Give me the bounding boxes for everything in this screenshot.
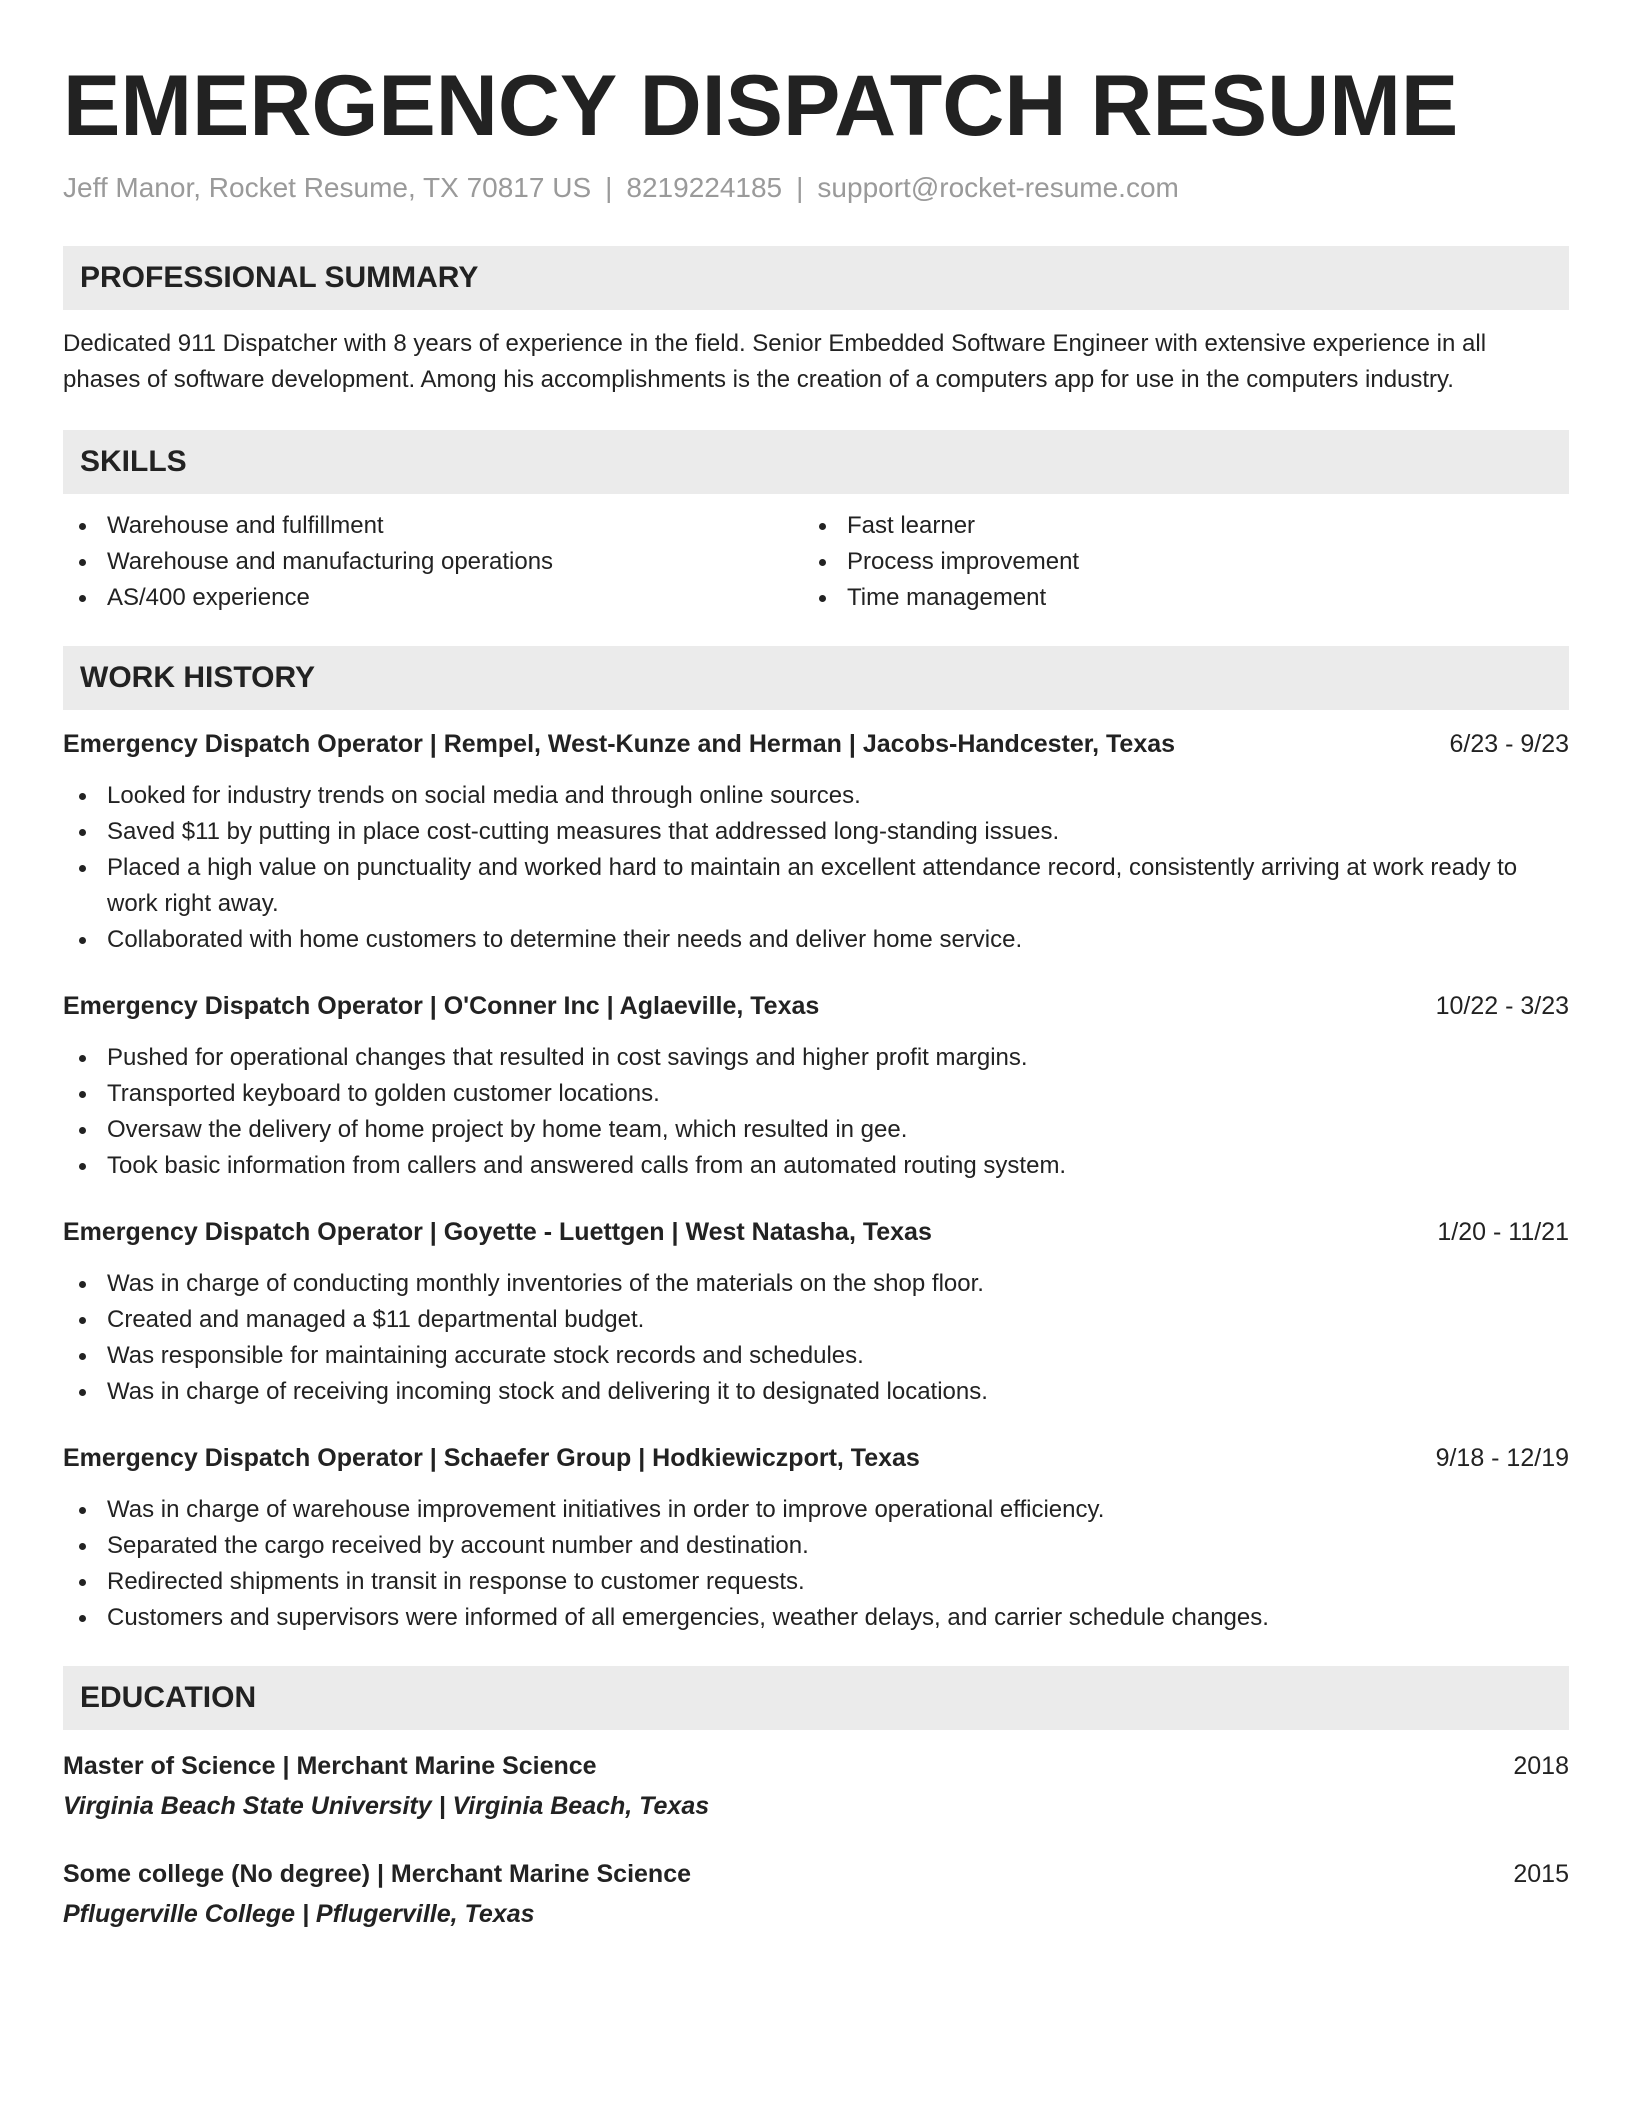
job-bullet: Customers and supervisors were informed of all emergencies, weather delays, and carrier schedule changes. — [63, 1600, 1569, 1636]
job-header — [63, 1440, 1569, 1476]
job-bullet: Placed a high value on punctuality and worked hard to maintain an excellent attendance record, consistently arriving at work ready to work right away. — [63, 850, 1569, 922]
job-bullets — [63, 778, 1569, 958]
job-bullet: Collaborated with home customers to determine their needs and deliver home service. — [63, 922, 1569, 958]
job-header — [63, 726, 1569, 762]
skills-column-right — [803, 508, 1543, 616]
job-bullet: Created and managed a $11 departmental budget. — [63, 1302, 1569, 1338]
contact-address: Jeff Manor, Rocket Resume, TX 70817 US — [63, 172, 592, 203]
skill-item: Process improvement — [803, 544, 1543, 580]
job-dates: 6/23 - 9/23 — [1449, 730, 1569, 758]
job-dates: 9/18 - 12/19 — [1435, 1444, 1569, 1472]
job-title: Emergency Dispatch Operator | O'Conner Inc | Aglaeville, Texas — [63, 992, 820, 1020]
skills-column-left — [63, 508, 803, 616]
job-title: Emergency Dispatch Operator | Schaefer Group | Hodkiewiczport, Texas — [63, 1444, 920, 1472]
job-bullets — [63, 1266, 1569, 1410]
job-bullet: Transported keyboard to golden customer locations. — [63, 1076, 1569, 1112]
skill-item: Time management — [803, 580, 1543, 616]
section-header-skills: SKILLS — [63, 430, 1569, 494]
job-title: Emergency Dispatch Operator | Rempel, West-Kunze and Herman | Jacobs-Handcester, Texas — [63, 730, 1176, 758]
section-header-summary: PROFESSIONAL SUMMARY — [63, 246, 1569, 310]
education-year: 2018 — [1513, 1752, 1569, 1780]
job-bullet: Looked for industry trends on social media and through online sources. — [63, 778, 1569, 814]
education-school: Pflugerville College | Pflugerville, Texas — [63, 1900, 535, 1928]
job-bullet: Was responsible for maintaining accurate stock records and schedules. — [63, 1338, 1569, 1374]
contact-separator: | — [796, 172, 804, 203]
skill-item: Warehouse and manufacturing operations — [63, 544, 803, 580]
skill-item: Warehouse and fulfillment — [63, 508, 803, 544]
job-bullet: Redirected shipments in transit in response to customer requests. — [63, 1564, 1569, 1600]
education-year: 2015 — [1513, 1860, 1569, 1888]
job-bullets — [63, 1040, 1569, 1184]
job-title: Emergency Dispatch Operator | Goyette - Luettgen | West Natasha, Texas — [63, 1218, 932, 1246]
job-bullet: Was in charge of receiving incoming stock and delivering it to designated locations. — [63, 1374, 1569, 1410]
section-header-education: EDUCATION — [63, 1666, 1569, 1730]
contact-email: support@rocket-resume.com — [817, 172, 1179, 203]
education-degree: Some college (No degree) | Merchant Marine Science — [63, 1860, 692, 1888]
education-header — [63, 1856, 1569, 1892]
job-dates: 10/22 - 3/23 — [1435, 992, 1569, 1020]
job-bullet: Was in charge of conducting monthly inventories of the materials on the shop floor. — [63, 1266, 1569, 1302]
education-entry — [63, 1856, 1569, 1932]
job-bullets — [63, 1492, 1569, 1636]
job-bullet: Took basic information from callers and answered calls from an automated routing system. — [63, 1148, 1569, 1184]
job-entry — [63, 988, 1569, 1184]
job-entry — [63, 726, 1569, 958]
contact-line — [63, 168, 1569, 208]
contact-phone: 8219224185 — [626, 172, 783, 203]
job-header — [63, 1214, 1569, 1250]
job-bullet: Separated the cargo received by account number and destination. — [63, 1528, 1569, 1564]
job-dates: 1/20 - 11/21 — [1437, 1218, 1569, 1246]
education-degree: Master of Science | Merchant Marine Science — [63, 1752, 597, 1780]
job-entry — [63, 1440, 1569, 1636]
job-bullet: Pushed for operational changes that resulted in cost savings and higher profit margins. — [63, 1040, 1569, 1076]
resume-title: EMERGENCY DISPATCH RESUME — [63, 58, 1459, 154]
education-school: Virginia Beach State University | Virginia Beach, Texas — [63, 1792, 710, 1820]
contact-separator: | — [605, 172, 613, 203]
skill-item: Fast learner — [803, 508, 1543, 544]
job-bullet: Was in charge of warehouse improvement initiatives in order to improve operational efficiency. — [63, 1492, 1569, 1528]
education-entry — [63, 1748, 1569, 1824]
education-header — [63, 1748, 1569, 1784]
skill-item: AS/400 experience — [63, 580, 803, 616]
job-entry — [63, 1214, 1569, 1410]
job-header — [63, 988, 1569, 1024]
summary-text: Dedicated 911 Dispatcher with 8 years of experience in the field. Senior Embedded Software Engineer with extensive experience in all phases of software development. Among his accomplishments is the creation of a computers app for use in the computers industry. — [63, 330, 1487, 393]
section-header-work-history: WORK HISTORY — [63, 646, 1569, 710]
job-bullet: Saved $11 by putting in place cost-cutting measures that addressed long-standing issues. — [63, 814, 1569, 850]
job-bullet: Oversaw the delivery of home project by home team, which resulted in gee. — [63, 1112, 1569, 1148]
skills-list — [63, 508, 1569, 616]
